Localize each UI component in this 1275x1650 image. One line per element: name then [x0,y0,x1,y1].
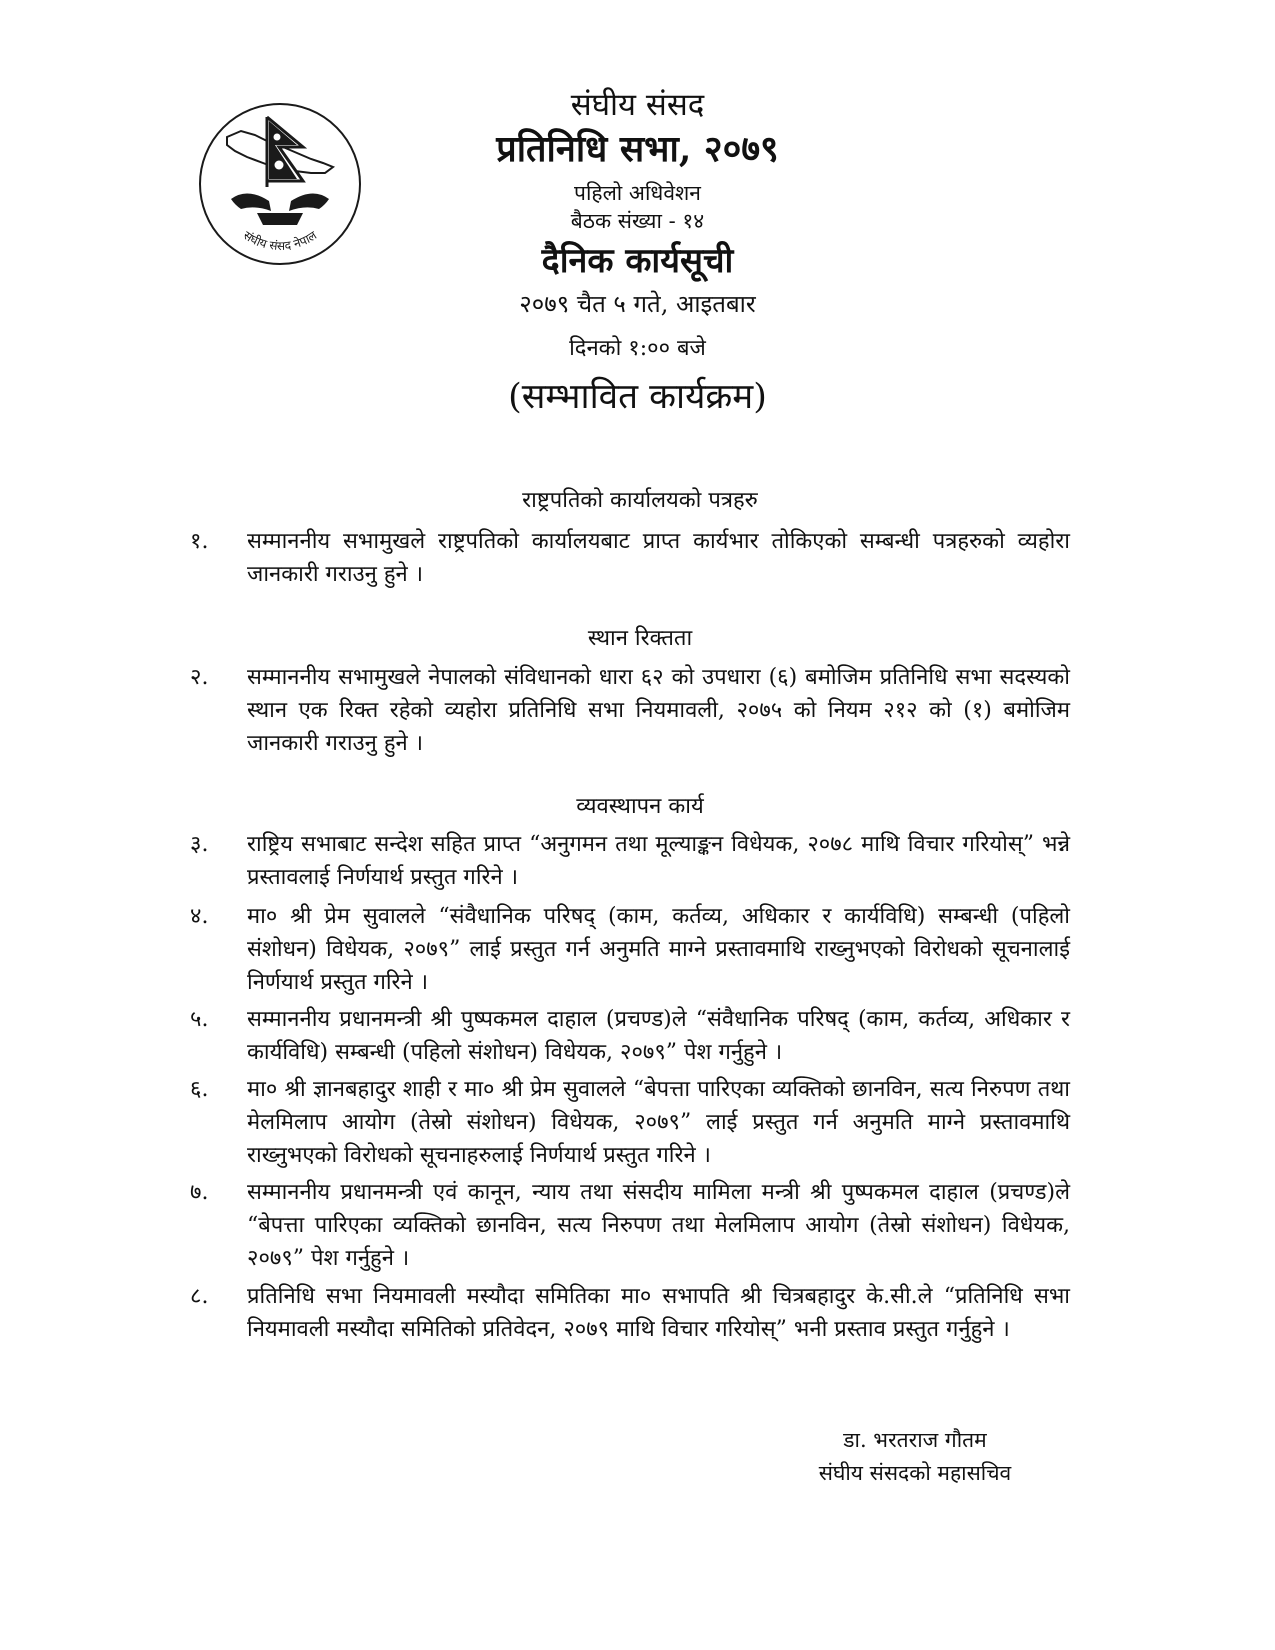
parliament-name: संघीय संसद [570,87,705,123]
page-title: दैनिक कार्यसूची [541,241,734,282]
signatory-name: डा. भरतराज गौतम [843,1428,987,1452]
item-text: राष्ट्रिय सभाबाट सन्देश सहित प्राप्त “अनुगमन तथा मूल्याङ्कन विधेयक, २०७८ माथि विचार गरियोस्” भन्ने प्रस्तावलाई निर्णयार्थ प्रस्तुत गरिने । [247,832,1070,890]
left-hand-icon [231,193,271,211]
agenda-item [190,525,1070,591]
item-number: ३. [190,832,209,857]
item-text: सम्माननीय सभामुखले राष्ट्रपतिको कार्यालयबाट प्राप्त कार्यभार तोकिएको सम्बन्धी पत्रहरुको व्यहोरा जानकारी गराउनु हुने । [247,529,1070,587]
signatory-designation: संघीय संसदको महासचिव [818,1461,1012,1485]
parliament-emblem-icon [197,101,363,267]
program-label: (सम्भावित कार्यक्रम) [508,377,767,418]
section-heading-legislation: व्यवस्थापन कार्य [576,794,704,819]
item-number: २. [190,665,209,690]
right-hand-icon [289,193,329,211]
agenda-item [190,661,1070,760]
item-number: ८. [190,1284,209,1309]
item-number: ४. [190,904,209,929]
item-number: १. [190,529,209,554]
agenda-date: २०७९ चैत ५ गते, आइतबार [519,289,756,318]
agenda-item [190,1003,1070,1069]
item-number: ५. [190,1007,209,1032]
section-heading-president-letters: राष्ट्रपतिको कार्यालयको पत्रहरु [522,488,758,513]
emblem-text: संघीय संसद नेपाल [240,228,320,253]
agenda-item [190,1073,1070,1172]
item-number: ७. [190,1180,209,1205]
item-text: मा० श्री ज्ञानबहादुर शाही र मा० श्री प्रेम सुवालले “बेपत्ता पारिएका व्यक्तिको छानविन, सत्य निरुपण तथा मेलमिलाप आयोग (तेस्रो संशोधन) विधेयक, २०७९” लाई प्रस्तुत गर्न अनुमति माग्ने प्रस्तावमाथि राख्नुभएको विरोधको सूचनाहरुलाई निर्णयार्थ प्रस्तुत गरिने । [247,1077,1070,1168]
svg-text:संघीय संसद नेपाल [241,228,320,253]
signature-block [790,1424,1040,1490]
agenda-item [190,900,1070,999]
meeting-number: बैठक संख्या - १४ [570,209,705,233]
agenda-item [190,1176,1070,1275]
session-label: पहिलो अधिवेशन [574,180,701,205]
item-text: सम्माननीय प्रधानमन्त्री श्री पुष्पकमल दाहाल (प्रचण्ड)ले “संवैधानिक परिषद् (काम, कर्तव्य, अधिकार र कार्यविधि) सम्बन्धी (पहिलो संशोधन) विधेयक, २०७९” पेश गर्नुहुने । [247,1007,1070,1065]
agenda-item [190,1280,1070,1346]
item-text: प्रतिनिधि सभा नियमावली मस्यौदा समितिका मा० सभापति श्री चित्रबहादुर के.सी.ले “प्रतिनिधि सभा नियमावली मस्यौदा समितिको प्रतिवेदन, २०७९ माथि विचार गरियोस्” भनी प्रस्ताव प्रस्तुत गर्नुहुने । [247,1284,1070,1342]
item-number: ६. [190,1077,209,1102]
item-text: सम्माननीय सभामुखले नेपालको संविधानको धारा ६२ को उपधारा (६) बमोजिम प्रतिनिधि सभा सदस्यको स्थान एक रिक्त रहेको व्यहोरा प्रतिनिधि सभा नियमावली, २०७५ को नियम २१२ को (१) बमोजिम जानकारी गराउनु हुने । [247,665,1070,756]
section-heading-vacancy: स्थान रिक्तता [587,626,693,651]
item-text: सम्माननीय प्रधानमन्त्री एवं कानून, न्याय तथा संसदीय मामिला मन्त्री श्री पुष्पकमल दाहाल (प्रचण्ड)ले “बेपत्ता पारिएका व्यक्तिको छानविन, सत्य निरुपण तथा मेलमिलाप आयोग (तेस्रो संशोधन) विधेयक, २०७९” पेश गर्नुहुने । [247,1180,1070,1271]
agenda-item [190,828,1070,894]
agenda-header [380,86,895,420]
item-text: मा० श्री प्रेम सुवालले “संवैधानिक परिषद् (काम, कर्तव्य, अधिकार र कार्यविधि) सम्बन्धी (पहिलो संशोधन) विधेयक, २०७९” लाई प्रस्तुत गर्न अनुमति माग्ने प्रस्तावमाथि राख्नुभएको विरोधको सूचनालाई निर्णयार्थ प्रस्तुत गरिने । [247,904,1070,995]
agenda-time: दिनको १:०० बजे [569,335,706,361]
house-name: प्रतिनिधि सभा, २०७९ [496,127,779,170]
